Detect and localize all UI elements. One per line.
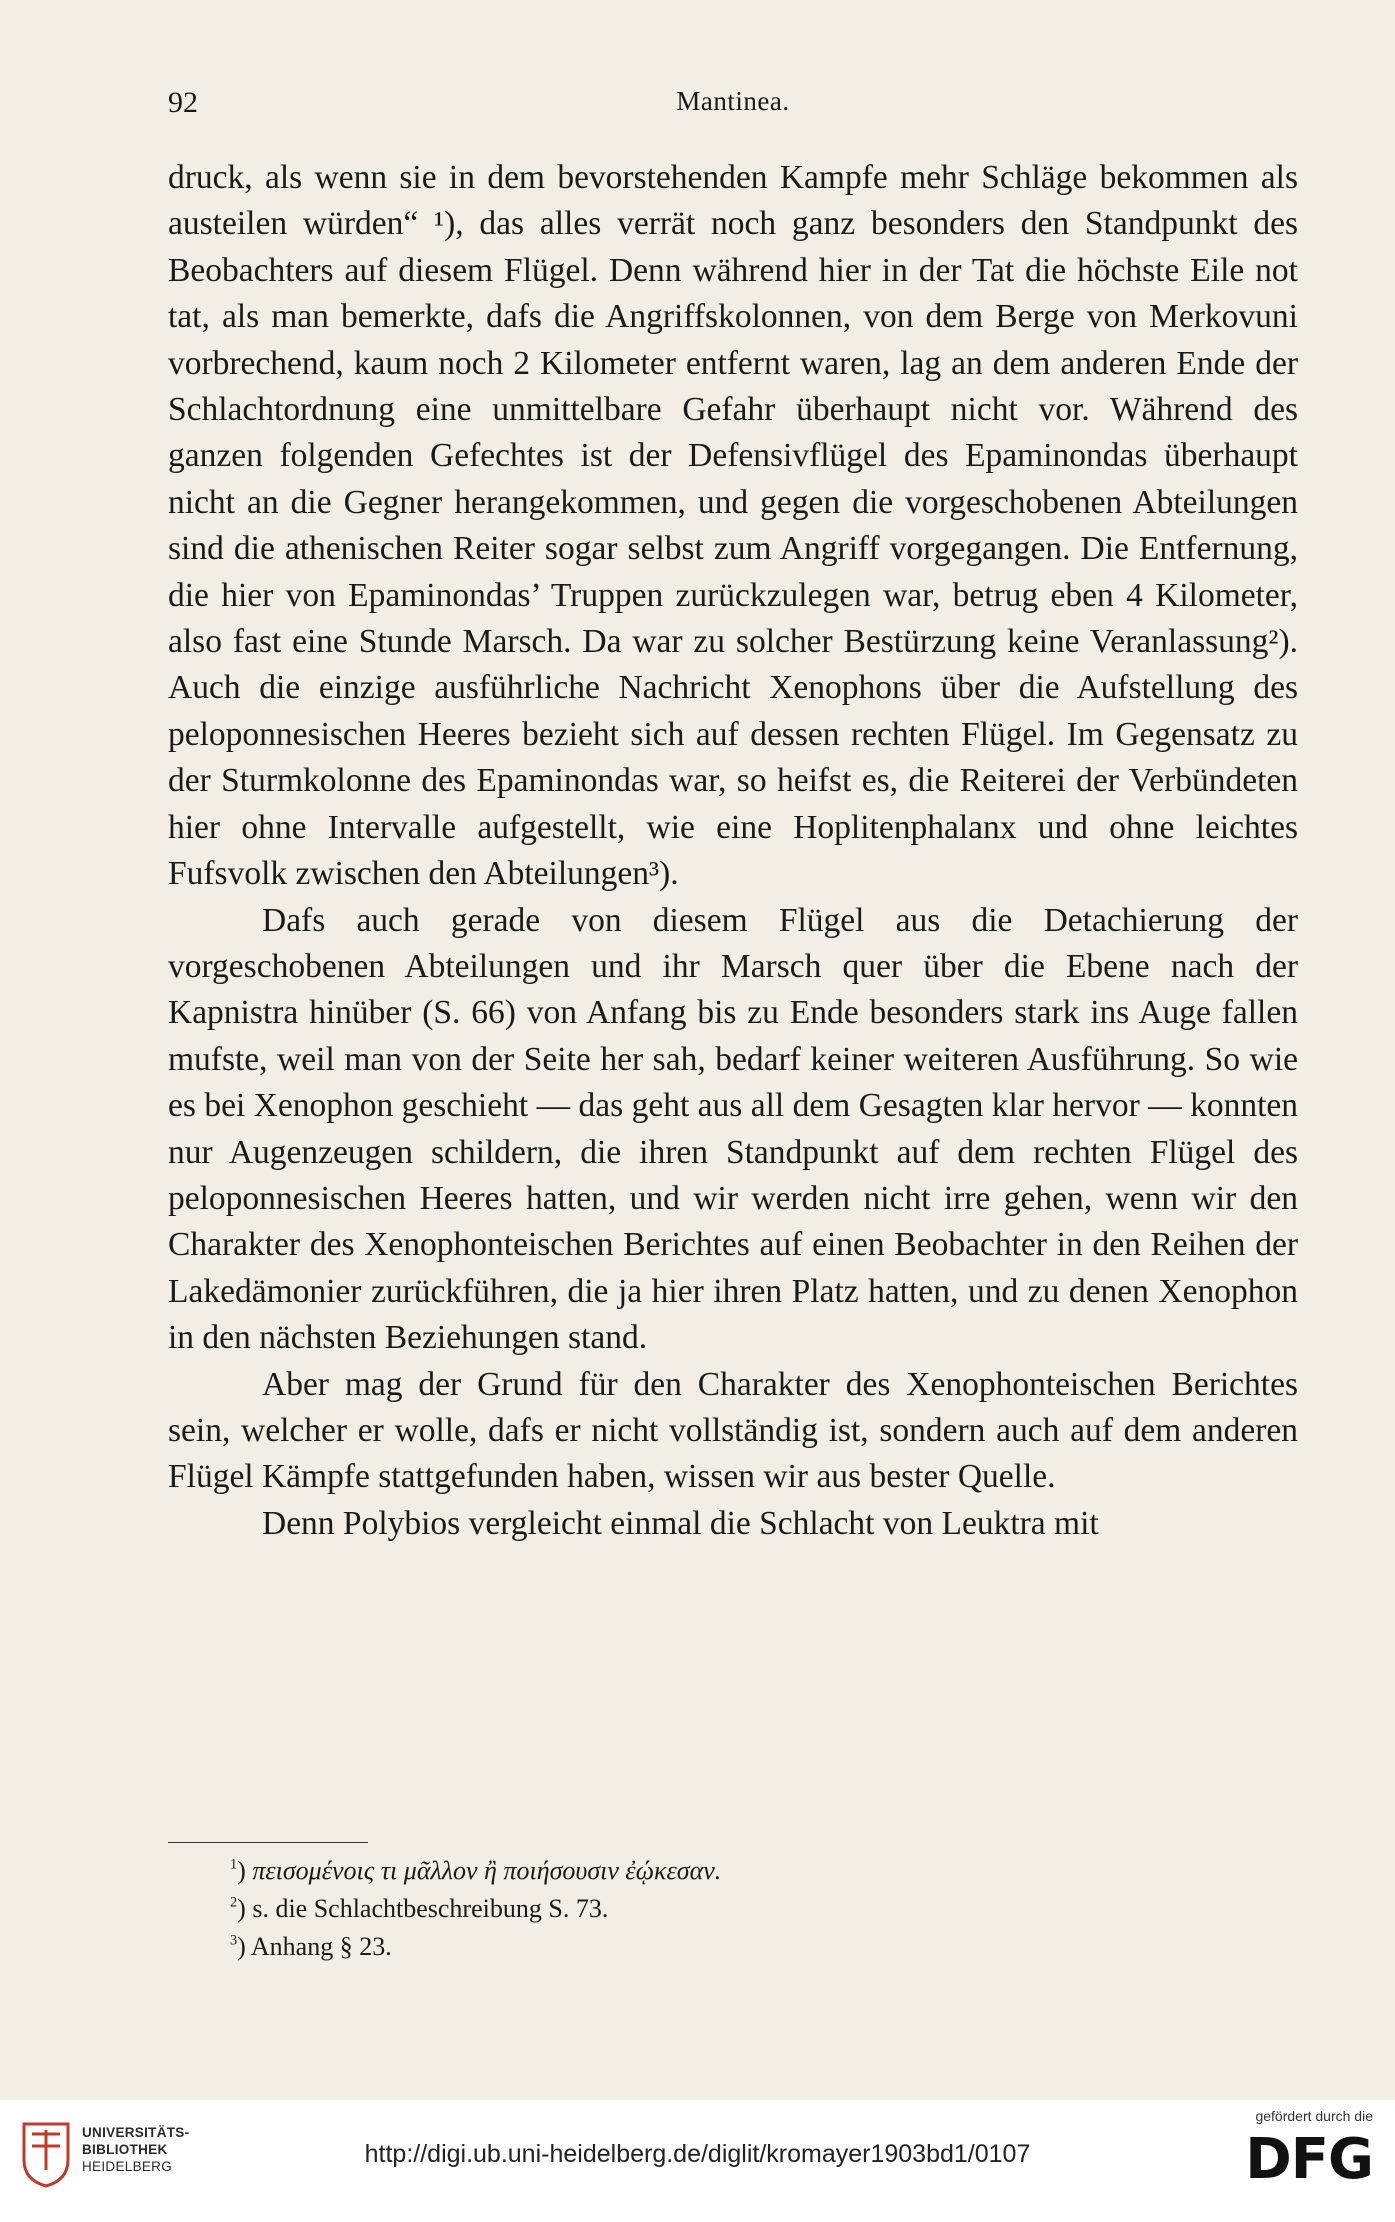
footnote-mark: 2 — [230, 1894, 238, 1911]
page-header — [168, 80, 1298, 120]
footnote-mark: 1 — [230, 1856, 238, 1873]
footnote-text: Anhang § 23. — [250, 1932, 392, 1961]
paragraph-3: Aber mag der Grund für den Charakter des Xenophonteischen Berichtes sein, welcher er wolle, dafs er nicht vollständig ist, sondern auch auf dem anderen Flügel Kämpfe stattgefunden haben, wissen wir aus bester Quelle. — [168, 1365, 1298, 1496]
dfg-logo: DFG — [1245, 2127, 1373, 2192]
paragraph-1: druck, als wenn sie in dem bevorstehenden Kampfe mehr Schläge bekommen als austeilen würden“ ¹), das alles verrät noch ganz besonders den Standpunkt des Beobachters auf diesem Flügel. Denn während hier in der Tat die höchste Eile not tat, als man bemerkte, dafs die Angriffskolonnen, von dem Berge von Merkovuni vorbrechend, kaum noch 2 Kilometer entfernt waren, lag an dem anderen Ende der Schlachtordnung eine unmittelbare Gefahr überhaupt nicht vor. Während des ganzen folgenden Gefechtes ist der Defensivflügel des Epaminondas überhaupt nicht an die Gegner herangekommen, und gegen die vorgeschobenen Abteilungen sind die athenischen Reiter sogar selbst zum Angriff vorgegangen. Die Entfernung, die hier von Epaminondas’ Truppen zurückzulegen war, betrug eben 4 Kilometer, also fast eine Stunde Marsch. Da war zu solcher Bestürzung keine Veranlassung²). Auch die einzige ausführliche Nachricht Xenophons über die Aufstellung des peloponnesischen Heeres bezieht sich auf dessen rechten Flügel. Im Gegensatz zu der Sturmkolonne des Epaminondas war, so heifst es, die Reiterei der Verbündeten hier ohne Intervalle aufgestellt, wie eine Hoplitenphalanx und ohne leichtes Fufsvolk zwischen den Abteilungen³). — [168, 159, 1298, 893]
running-title: Mantinea. — [676, 86, 790, 116]
library-line: UNIVERSITÄTS- — [82, 2125, 190, 2140]
paragraph-2: Dafs auch gerade von diesem Flügel aus die Detachierung der vorgeschobenen Abteilungen und ihr Marsch quer über die Ebene nach der Kapnistra hinüber (S. 66) von Anfang bis zu Ende besonders stark ins Auge fallen mufste, weil man von der Seite her sah, bedarf keiner weiteren Ausführung. So wie es bei Xenophon geschieht — das geht aus all dem Gesagten klar hervor — konnten nur Augenzeugen schildern, die ihren Standpunkt auf dem rechten Flügel des peloponnesischen Heeres hatten, und wir werden nicht irre gehen, wenn wir den Charakter des Xenophonteischen Berichtes auf einen Beobachter in den Reihen der Lakedämonier zurückführen, die ja hier ihren Platz hatten, und zu denen Xenophon in den nächsten Beziehungen stand. — [168, 901, 1298, 1357]
footnote-1: $^1$) πεισομένοις τι μᾶλλον ἢ ποιήσουσιν ἐῴκεσαν. — [230, 1856, 722, 1885]
footnote-separator — [168, 1842, 368, 1843]
paragraph-4: Denn Polybios vergleicht einmal die Schlacht von Leuktra mit — [262, 1504, 1099, 1542]
sponsor-text: gefördert durch die — [1255, 2108, 1373, 2124]
footer-bar — [0, 2100, 1395, 2222]
footnotes — [230, 1852, 1230, 1966]
footnote-3: $^3$) Anhang § 23. — [230, 1932, 392, 1961]
page-number: 92 — [168, 86, 198, 119]
body-text — [168, 155, 1298, 1547]
library-line: HEIDELBERG — [82, 2159, 173, 2174]
footnote-text: s. die Schlachtbeschreibung S. 73. — [252, 1894, 609, 1923]
sponsor-block — [1208, 2108, 1373, 2190]
footnote-mark: 3 — [230, 1932, 238, 1949]
source-url[interactable]: http://digi.ub.uni-heidelberg.de/diglit/kromayer1903bd1/0107 — [364, 2140, 1031, 2168]
library-line: BIBLIOTHEK — [82, 2142, 168, 2157]
footnote-text: πεισομένοις τι μᾶλλον ἢ ποιήσουσιν ἐῴκεσαν. — [252, 1856, 722, 1885]
footnote-2: $^2$) s. die Schlachtbeschreibung S. 73. — [230, 1894, 609, 1923]
